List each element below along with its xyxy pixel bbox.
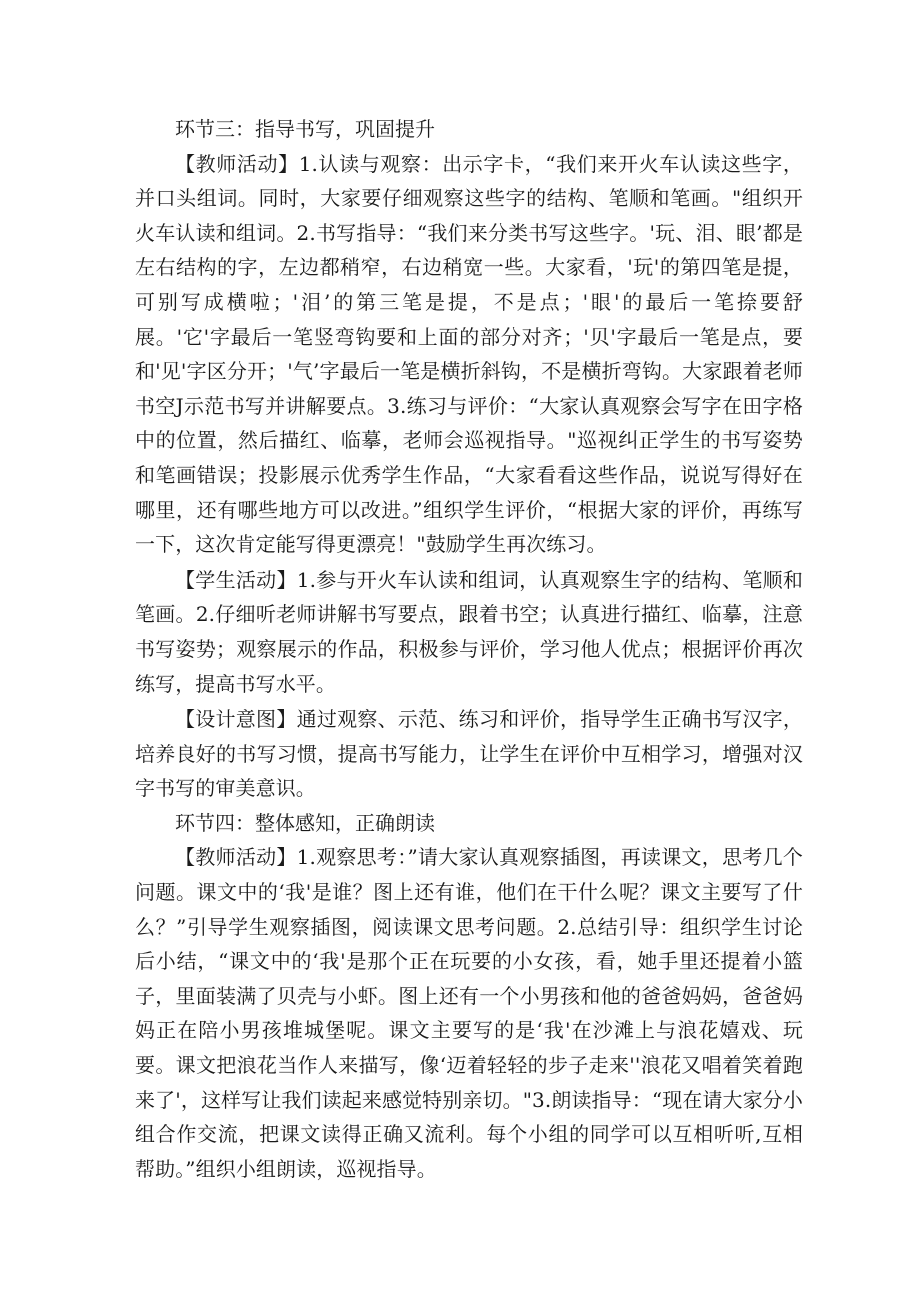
section-4-heading: 环节四：整体感知，正确朗读 [175, 810, 435, 835]
section-3-design-intent: 【设计意图】通过观察、示范、练习和评价，指导学生正确书写汉字，培养良好的书写习惯，提高书写能力，让学生在评价中互相学习，增强对汉字书写的审美意识。 [135, 707, 803, 801]
section-3-heading: 环节三：指导书写，巩固提升 [175, 117, 435, 141]
section-3-teacher-activity: 【教师活动】1.认读与观察：出示字卡，“我们来开火车认读这些字，并口头组词。同时，大家要仔细观察这些字的结构、笔顺和笔画。"组织开火车认读和组词。2.书写指导：“我们来分类书写这些字。'玩、泪、眼’都是左右结构的字，左边都稍窄，右边稍宽一些。大家看，'玩'的第四笔是提，可别写成横啦；'泪’的第三笔是提，不是点；'眼'的最后一笔捺要舒展。'它'字最后一笔竖弯钩要和上面的部分对齐；'贝'字最后一笔是点，要和'见'字区分开；'气’字最后一笔是横折斜钩，不是横折弯钩。大家跟着老师书空J示范书写并讲解要点。3.练习与评价：“大家认真观察会写字在田字格中的位置，然后描红、临摹，老师会巡视指导。"巡视纠正学生的书写姿势和笔画错误；投影展示优秀学生作品，“大家看看这些作品，说说写得好在哪里，还有哪些地方可以改进。”组织学生评价，“根据大家的评价，再练写一下，这次肯定能写得更漂亮！"鼓励学生再次练习。 [135, 151, 803, 557]
document-body [135, 112, 803, 1186]
section-4-teacher-activity: 【教师活动】1.观察思考：”请大家认真观察插图，再读课文，思考几个问题。课文中的‘我'是谁？图上还有谁，他们在干什么呢？课文主要写了什么？”引导学生观察插图，阅读课文思考问题。2.总结引导：组织学生讨论后小结，“课文中的‘我'是那个正在玩要的小女孩，看，她手里还提着小篮子，里面装满了贝壳与小虾。图上还有一个小男孩和他的爸爸妈妈，爸爸妈妈正在陪小男孩堆城堡呢。课文主要写的是‘我'在沙滩上与浪花嬉戏、玩要。课文把浪花当作人来描写，像‘迈着轻轻的步子走来''浪花又唱着笑着跑来了'，这样写让我们读起来感觉特别亲切。"3.朗读指导：“现在请大家分小组合作交流，把课文读得正确又流利。每个小组的同学可以互相听听,互相帮助。”组织小组朗读，巡视指导。 [135, 845, 803, 1181]
section-3-student-activity: 【学生活动】1.参与开火车认读和组词，认真观察生字的结构、笔顺和笔画。2.仔细听老师讲解书写要点，跟着书空；认真进行描红、临摹，注意书写姿势；观察展示的作品，积极参与评价，学习他人优点；根据评价再次练写，提高书写水平。 [135, 567, 803, 696]
